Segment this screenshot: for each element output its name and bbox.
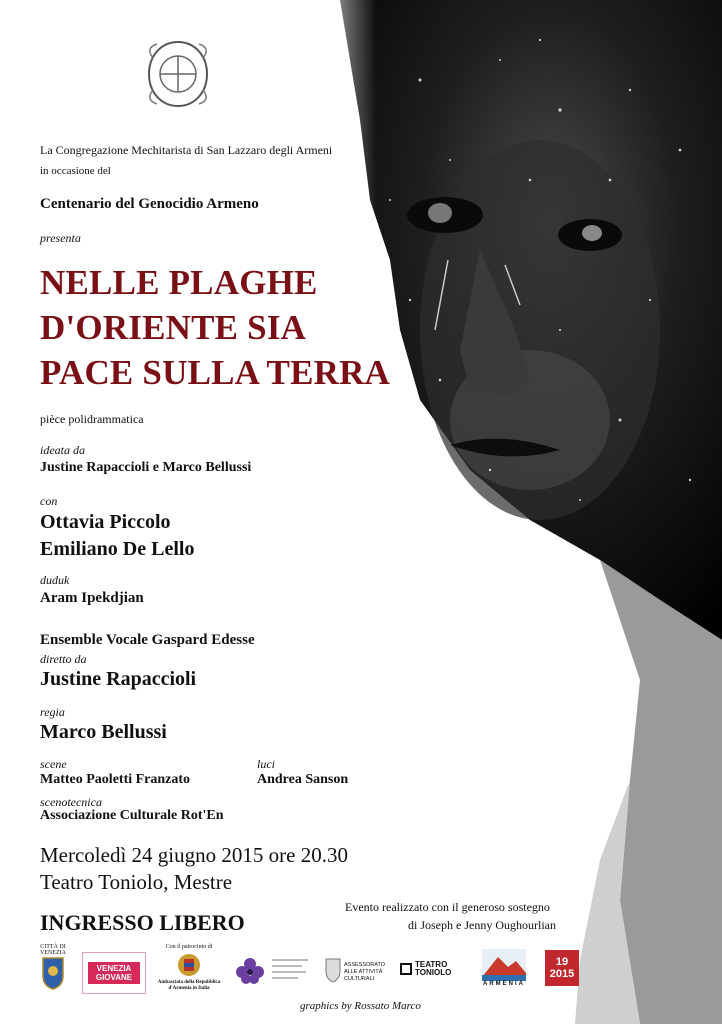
city-crest-icon: [324, 955, 342, 983]
event-line: Centenario del Genocidio Armeno: [40, 196, 259, 212]
citta-venezia-logo: [38, 940, 68, 994]
luci-value: Andrea Sanson: [257, 772, 349, 787]
duduk-value: Aram Ipekdjian: [40, 590, 144, 606]
graphics-credit: graphics by Rossato Marco: [300, 1000, 421, 1012]
diretto-label: diretto da: [40, 652, 87, 666]
regia-value: Marco Bellussi: [40, 721, 167, 743]
lion-shield-icon: [41, 956, 65, 990]
teatro-toniolo-logo: [400, 960, 452, 977]
year-top: 19: [555, 956, 569, 968]
armenia-label: ARMENIA: [483, 981, 525, 987]
mount-ararat-icon: [482, 949, 526, 981]
diretto-value: Justine Rapaccioli: [40, 668, 197, 690]
memorial-logo-icon: [270, 955, 310, 985]
ideata-value: Justine Rapaccioli e Marco Bellussi: [40, 460, 252, 475]
forget-me-not-icon: [236, 958, 264, 984]
main-title: [40, 260, 390, 395]
scene-label: scene: [40, 757, 67, 771]
centenary-2015-logo: [545, 950, 579, 986]
title-line-1: NELLE PLAGHE: [40, 263, 318, 302]
title-line-3: PACE SULLA TERRA: [40, 353, 391, 392]
cast-1: Ottavia Piccolo: [40, 511, 171, 533]
patrocinio-label: Con il patrocinio di: [165, 944, 213, 950]
con-label: con: [40, 494, 58, 508]
armenian-coat-of-arms-icon: [176, 952, 202, 978]
venezia-giovane-label: VENEZIA GIOVANE: [88, 962, 140, 984]
ideata-label: ideata da: [40, 443, 85, 457]
title-line-2: D'ORIENTE SIA: [40, 308, 307, 347]
org-line: La Congregazione Mechitarista di San Lazzaro degli Armeni: [40, 143, 333, 157]
event-venue: Teatro Toniolo, Mestre: [40, 870, 233, 894]
regia-label: regia: [40, 705, 65, 719]
teatro-mark-icon: [400, 963, 412, 975]
presents-line: presenta: [40, 231, 81, 245]
duduk-label: duduk: [40, 573, 70, 587]
genre: pièce polidrammatica: [40, 412, 144, 426]
ensemble: Ensemble Vocale Gaspard Edesse: [40, 632, 255, 648]
scene-value: Matteo Paoletti Franzato: [40, 772, 191, 787]
venezia-giovane-logo: [82, 952, 146, 994]
italia-armenia-logo: [480, 945, 528, 991]
year-bottom: 2015: [549, 968, 575, 980]
scenotecnica-label: scenotecnica: [40, 795, 102, 809]
scenotecnica-value: Associazione Culturale Rot'En: [40, 808, 224, 823]
assessorato-label: ASSESSORATO ALLE ATTIVITÀ CULTURALI: [344, 962, 386, 982]
portrait-image: [300, 0, 722, 1024]
cast-2: Emiliano De Lello: [40, 538, 195, 560]
occasion-line: in occasione del: [40, 165, 111, 177]
luci-label: luci: [257, 757, 275, 771]
teatro-label: TEATRO TONIOLO: [415, 960, 452, 977]
citta-label: CITTÀ DI VENEZIA: [40, 944, 66, 956]
ambasciata-label: Ambasciata della Repubblica d'Armenia in Italia: [157, 980, 221, 991]
sponsor-line-1: Evento realizzato con il generoso sostegno: [345, 900, 550, 914]
event-date: Mercoledì 24 giugno 2015 ore 20.30: [40, 843, 348, 867]
ingresso-libero: INGRESSO LIBERO: [40, 910, 245, 935]
sponsor-line-2: di Joseph e Jenny Oughourlian: [408, 918, 556, 932]
emblem-logo: [143, 38, 213, 110]
patrocinio-block: [155, 944, 223, 992]
